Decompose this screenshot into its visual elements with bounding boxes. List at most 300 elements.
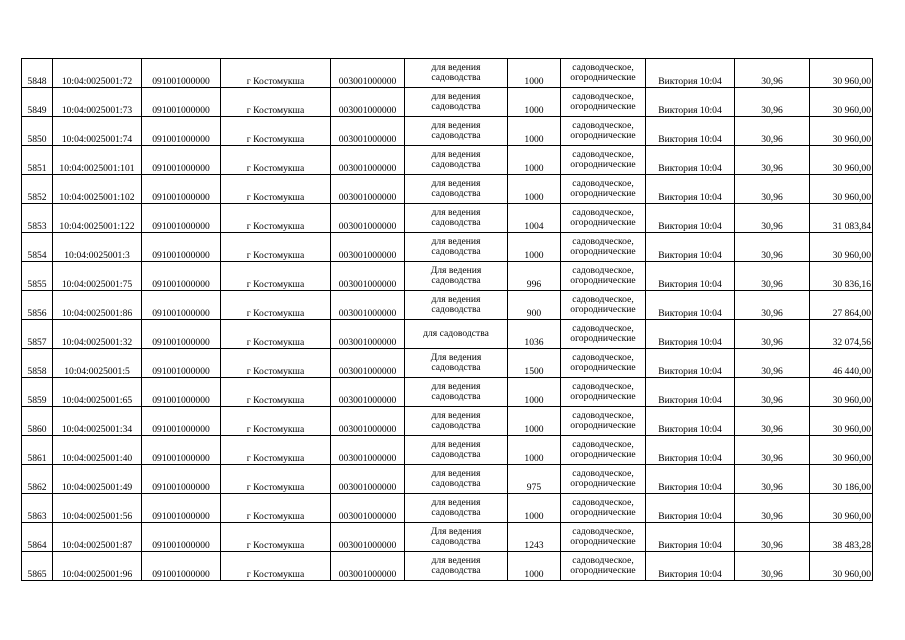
locality-text: г Костомукша [246,75,305,87]
cadastral-value-cell [810,465,873,494]
valuation-zone-cell [646,262,735,291]
okato-code-cell [142,117,221,146]
table-row [22,494,873,523]
locality-cell [221,88,331,117]
valuation-zone-text: Виктория 10:04 [658,278,722,290]
locality-text: г Костомукша [246,278,305,290]
cadastral-value-text: 30 836,16 [832,278,871,290]
land-category-text: огороднические [570,304,636,315]
cadastral-value-cell [810,233,873,262]
permitted-use-text: садоводства [431,362,481,373]
land-category-cell [561,320,646,349]
row-number-text: 5854 [27,249,47,261]
valuation-zone-cell [646,233,735,262]
row-number-text: 5855 [27,278,47,290]
locality-cell [221,320,331,349]
territory-code-text: 003001000000 [338,249,397,261]
permitted-use-text: для ведения [431,467,481,479]
land-category-text: огороднические [570,565,636,576]
okato-code-cell [142,59,221,88]
okato-code-text: 091001000000 [152,365,210,377]
permitted-use-text: для ведения [431,206,481,218]
cadastral-number-text: 10:04:0025001:32 [61,336,133,348]
area-cell [508,291,561,320]
locality-cell [221,523,331,552]
area-cell [508,204,561,233]
table-row [22,436,873,465]
permitted-use-cell [405,465,508,494]
locality-cell [221,465,331,494]
valuation-zone-text: Виктория 10:04 [658,133,722,145]
okato-code-cell [142,233,221,262]
row-number-cell [22,59,53,88]
land-category-text: садоводческое, [572,409,634,421]
permitted-use-text: садоводства [431,420,481,431]
land-category-cell [561,146,646,175]
cadastral-number-cell [53,552,142,581]
row-number-cell [22,407,53,436]
cadastral-number-text: 10:04:0025001:86 [61,307,133,319]
valuation-zone-text: Виктория 10:04 [658,481,722,493]
area-cell [508,494,561,523]
permitted-use-text: для ведения [431,177,481,189]
specific-value-text: 30,96 [761,162,783,174]
row-number-text: 5859 [27,394,47,406]
land-category-text: садоводческое, [572,438,634,450]
okato-code-cell [142,262,221,291]
valuation-zone-cell [646,146,735,175]
territory-code-cell [331,117,405,146]
permitted-use-cell [405,291,508,320]
okato-code-cell [142,204,221,233]
valuation-zone-cell [646,88,735,117]
specific-value-text: 30,96 [761,249,783,261]
permitted-use-text: садоводства [431,101,481,112]
locality-text: г Костомукша [246,452,305,464]
valuation-zone-cell [646,291,735,320]
cadastral-value-text: 30 960,00 [832,191,871,203]
row-number-text: 5858 [27,365,47,377]
cadastral-value-cell [810,320,873,349]
locality-cell [221,494,331,523]
specific-value-text: 30,96 [761,365,783,377]
land-category-cell [561,349,646,378]
permitted-use-text: садоводства [431,565,481,576]
area-text: 996 [526,278,542,290]
row-number-cell [22,552,53,581]
table-row [22,88,873,117]
cadastral-number-cell [53,465,142,494]
cadastral-value-text: 30 960,00 [832,104,871,116]
valuation-zone-cell [646,204,735,233]
row-number-cell [22,349,53,378]
area-cell [508,523,561,552]
permitted-use-cell [405,436,508,465]
area-text: 1000 [524,423,544,435]
specific-value-text: 30,96 [761,307,783,319]
cadastral-number-cell [53,291,142,320]
specific-value-cell [735,88,810,117]
valuation-zone-text: Виктория 10:04 [658,452,722,464]
table-row [22,407,873,436]
territory-code-cell [331,204,405,233]
permitted-use-text: садоводства [431,72,481,83]
land-category-text: огороднические [570,188,636,199]
row-number-cell [22,378,53,407]
cadastral-number-cell [53,523,142,552]
okato-code-text: 091001000000 [152,162,210,174]
okato-code-text: 091001000000 [152,394,210,406]
specific-value-text: 30,96 [761,278,783,290]
territory-code-cell [331,465,405,494]
territory-code-cell [331,552,405,581]
okato-code-text: 091001000000 [152,249,210,261]
locality-cell [221,233,331,262]
specific-value-cell [735,407,810,436]
area-cell [508,552,561,581]
table-row [22,117,873,146]
specific-value-text: 30,96 [761,539,783,551]
cadastral-value-text: 38 483,28 [832,539,871,551]
valuation-zone-text: Виктория 10:04 [658,249,722,261]
cadastral-value-cell [810,378,873,407]
locality-text: г Костомукша [246,162,305,174]
specific-value-cell [735,552,810,581]
area-text: 1004 [524,220,544,232]
territory-code-cell [331,494,405,523]
permitted-use-cell [405,407,508,436]
territory-code-text: 003001000000 [338,162,397,174]
okato-code-text: 091001000000 [152,510,210,522]
territory-code-text: 003001000000 [338,394,397,406]
cadastral-number-cell [53,494,142,523]
area-cell [508,88,561,117]
okato-code-text: 091001000000 [152,423,210,435]
area-cell [508,320,561,349]
okato-code-text: 091001000000 [152,539,210,551]
locality-text: г Костомукша [246,539,305,551]
area-cell [508,117,561,146]
valuation-zone-text: Виктория 10:04 [658,162,722,174]
land-category-text: садоводческое, [572,235,634,247]
table-row [22,523,873,552]
row-number-text: 5861 [27,452,47,464]
row-number-cell [22,262,53,291]
land-category-text: садоводческое, [572,496,634,508]
territory-code-cell [331,349,405,378]
cadastral-number-cell [53,349,142,378]
row-number-cell [22,88,53,117]
territory-code-text: 003001000000 [338,307,397,319]
locality-text: г Костомукша [246,568,305,580]
specific-value-cell [735,378,810,407]
table-row [22,146,873,175]
permitted-use-cell [405,146,508,175]
area-text: 900 [526,307,542,319]
cadastral-number-cell [53,407,142,436]
row-number-text: 5852 [27,191,47,203]
okato-code-text: 091001000000 [152,191,210,203]
land-category-cell [561,59,646,88]
permitted-use-text: Для ведения [430,525,482,537]
valuation-zone-text: Виктория 10:04 [658,191,722,203]
row-number-cell [22,320,53,349]
land-category-cell [561,262,646,291]
land-category-cell [561,378,646,407]
land-category-text: садоводческое, [572,206,634,218]
row-number-cell [22,117,53,146]
area-text: 1000 [524,75,544,87]
permitted-use-text: садоводства [431,449,481,460]
row-number-cell [22,175,53,204]
row-number-cell [22,494,53,523]
land-category-cell [561,436,646,465]
cadastral-value-text: 31 083,84 [832,220,871,232]
specific-value-cell [735,349,810,378]
land-category-text: садоводческое, [572,264,634,276]
permitted-use-text: для ведения [431,61,481,73]
okato-code-cell [142,465,221,494]
valuation-zone-text: Виктория 10:04 [658,307,722,319]
table-row [22,291,873,320]
okato-code-cell [142,349,221,378]
land-category-cell [561,175,646,204]
cadastral-value-text: 27 864,00 [832,307,871,319]
okato-code-cell [142,88,221,117]
specific-value-cell [735,523,810,552]
locality-cell [221,349,331,378]
land-category-cell [561,233,646,262]
specific-value-text: 30,96 [761,220,783,232]
land-category-cell [561,117,646,146]
cadastral-number-text: 10:04:0025001:3 [64,249,130,261]
valuation-zone-cell [646,175,735,204]
cadastral-value-cell [810,407,873,436]
okato-code-text: 091001000000 [152,336,210,348]
valuation-zone-cell [646,117,735,146]
specific-value-text: 30,96 [761,510,783,522]
permitted-use-text: садоводства [431,188,481,199]
area-text: 1000 [524,162,544,174]
specific-value-cell [735,291,810,320]
land-category-text: огороднические [570,420,636,431]
okato-code-text: 091001000000 [152,278,210,290]
cadastral-number-text: 10:04:0025001:56 [61,510,133,522]
specific-value-text: 30,96 [761,394,783,406]
valuation-zone-text: Виктория 10:04 [658,104,722,116]
locality-cell [221,262,331,291]
table-row [22,349,873,378]
permitted-use-cell [405,262,508,291]
cadastral-value-text: 32 074,56 [832,336,871,348]
valuation-zone-cell [646,320,735,349]
row-number-cell [22,204,53,233]
land-category-text: садоводческое, [572,293,634,305]
specific-value-cell [735,320,810,349]
locality-cell [221,204,331,233]
okato-code-text: 091001000000 [152,220,210,232]
cadastral-number-text: 10:04:0025001:87 [61,539,133,551]
cadastral-value-cell [810,523,873,552]
land-category-text: огороднические [570,507,636,518]
okato-code-text: 091001000000 [152,133,210,145]
permitted-use-text: садоводства [431,130,481,141]
specific-value-cell [735,262,810,291]
land-category-cell [561,407,646,436]
area-cell [508,436,561,465]
cadastral-number-text: 10:04:0025001:5 [64,365,130,377]
okato-code-cell [142,175,221,204]
row-number-text: 5864 [27,539,47,551]
valuation-zone-cell [646,436,735,465]
cadastral-value-cell [810,175,873,204]
okato-code-text: 091001000000 [152,75,210,87]
territory-code-text: 003001000000 [338,452,397,464]
valuation-zone-cell [646,407,735,436]
row-number-text: 5857 [27,336,47,348]
table-row [22,262,873,291]
row-number-text: 5849 [27,104,47,116]
row-number-text: 5865 [27,568,47,580]
territory-code-cell [331,233,405,262]
permitted-use-text: для ведения [431,496,481,508]
territory-code-cell [331,523,405,552]
territory-code-text: 003001000000 [338,336,397,348]
locality-cell [221,175,331,204]
land-category-text: огороднические [570,217,636,228]
specific-value-text: 30,96 [761,104,783,116]
locality-cell [221,146,331,175]
cadastral-value-text: 30 960,00 [832,452,871,464]
cadastral-number-text: 10:04:0025001:40 [61,452,133,464]
cadastral-value-text: 30 960,00 [832,249,871,261]
cadastral-number-text: 10:04:0025001:49 [61,481,133,493]
valuation-zone-text: Виктория 10:04 [658,365,722,377]
cadastral-number-text: 10:04:0025001:65 [61,394,133,406]
area-text: 1000 [524,133,544,145]
cadastral-number-cell [53,175,142,204]
territory-code-cell [331,88,405,117]
area-cell [508,146,561,175]
permitted-use-cell [405,320,508,349]
cadastral-value-text: 30 960,00 [832,423,871,435]
permitted-use-text: для ведения [431,380,481,392]
area-text: 1500 [524,365,544,377]
permitted-use-text: садоводства [431,507,481,518]
locality-cell [221,407,331,436]
table-row [22,465,873,494]
valuation-zone-cell [646,494,735,523]
cadastral-value-cell [810,146,873,175]
table-row [22,233,873,262]
permitted-use-cell [405,494,508,523]
locality-text: г Костомукша [246,510,305,522]
row-number-text: 5850 [27,133,47,145]
table-row [22,204,873,233]
land-category-text: огороднические [570,449,636,460]
area-cell [508,175,561,204]
cadastral-value-cell [810,291,873,320]
territory-code-text: 003001000000 [338,423,397,435]
area-cell [508,59,561,88]
land-category-text: огороднические [570,130,636,141]
territory-code-text: 003001000000 [338,510,397,522]
row-number-cell [22,465,53,494]
land-category-text: огороднические [570,72,636,83]
area-cell [508,465,561,494]
cadastral-number-text: 10:04:0025001:101 [59,162,135,174]
locality-text: г Костомукша [246,104,305,116]
row-number-cell [22,436,53,465]
territory-code-text: 003001000000 [338,75,397,87]
area-cell [508,407,561,436]
cadastral-number-text: 10:04:0025001:122 [59,220,135,232]
cadastral-number-text: 10:04:0025001:102 [59,191,135,203]
okato-code-cell [142,320,221,349]
territory-code-text: 003001000000 [338,481,397,493]
land-category-text: садоводческое, [572,525,634,537]
territory-code-text: 003001000000 [338,133,397,145]
specific-value-text: 30,96 [761,336,783,348]
valuation-zone-text: Виктория 10:04 [658,336,722,348]
cadastral-value-text: 46 440,00 [832,365,871,377]
locality-text: г Костомукша [246,249,305,261]
valuation-zone-text: Виктория 10:04 [658,75,722,87]
cadastral-number-cell [53,88,142,117]
area-cell [508,349,561,378]
land-category-text: садоводческое, [572,119,634,131]
land-category-text: садоводческое, [572,322,634,334]
permitted-use-text: садоводства [431,536,481,547]
specific-value-cell [735,465,810,494]
row-number-text: 5853 [27,220,47,232]
territory-code-text: 003001000000 [338,104,397,116]
cadastral-number-text: 10:04:0025001:72 [61,75,133,87]
land-category-text: огороднические [570,391,636,402]
specific-value-text: 30,96 [761,452,783,464]
area-text: 1036 [524,336,544,348]
territory-code-cell [331,320,405,349]
cadastral-number-text: 10:04:0025001:34 [61,423,133,435]
cadastral-value-text: 30 960,00 [832,75,871,87]
territory-code-cell [331,407,405,436]
row-number-cell [22,523,53,552]
cadastral-number-cell [53,59,142,88]
locality-text: г Костомукша [246,307,305,319]
cadastral-number-text: 10:04:0025001:73 [61,104,133,116]
area-text: 975 [526,481,542,493]
cadastral-value-text: 30 960,00 [832,568,871,580]
land-category-cell [561,552,646,581]
land-category-cell [561,291,646,320]
locality-cell [221,291,331,320]
specific-value-text: 30,96 [761,191,783,203]
land-category-text: огороднические [570,101,636,112]
land-category-text: садоводческое, [572,61,634,73]
permitted-use-cell [405,233,508,262]
okato-code-cell [142,523,221,552]
permitted-use-text: садоводства [431,391,481,402]
cadastral-number-cell [53,204,142,233]
land-category-text: огороднические [570,478,636,489]
cadastral-value-cell [810,436,873,465]
cadastral-value-cell [810,117,873,146]
cadastral-value-cell [810,88,873,117]
table-body [22,59,873,581]
land-category-cell [561,494,646,523]
specific-value-cell [735,59,810,88]
land-category-text: садоводческое, [572,554,634,566]
